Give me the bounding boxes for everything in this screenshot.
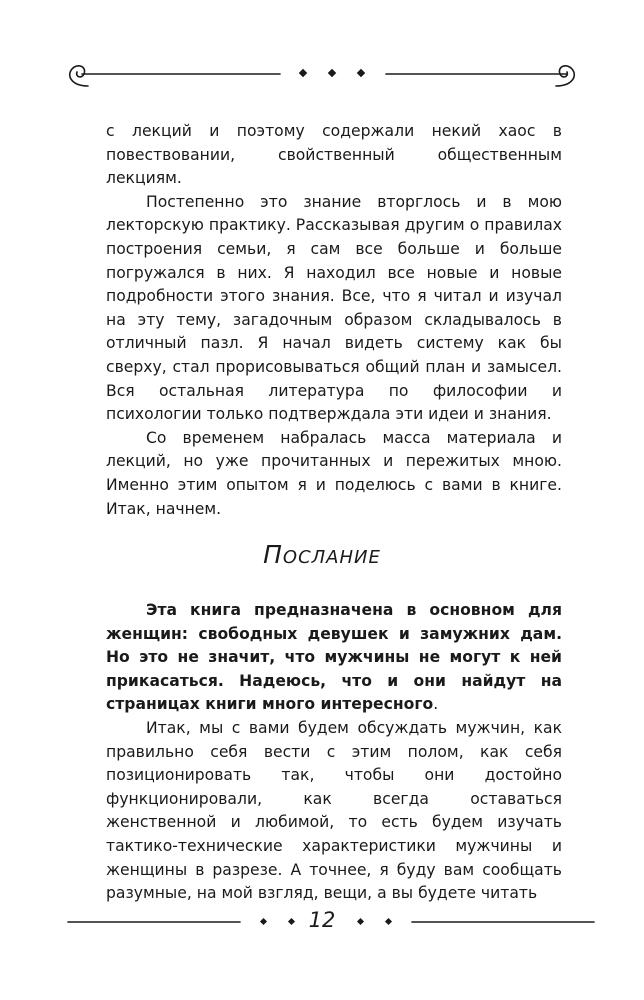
intro-end-punctuation: . (433, 695, 439, 714)
header-diamond-2 (328, 69, 336, 77)
right-scroll-flourish (556, 66, 574, 86)
body-text-top (106, 120, 562, 521)
chapter-title: Послание (263, 540, 381, 569)
intro-paragraph (106, 599, 562, 717)
header-ornament (0, 0, 644, 110)
paragraph: Со временем набралась масса материала и лекций, но уже прочитанных и пережитых мною. Именно этим опытом я и поделюсь с вами в книге. Итак, начнем. (106, 428, 562, 518)
paragraph: Постепенно это знание вторглось и в мою лекторскую практику. Рассказывая другим о правилах построения семьи, я сам все больше и больше погружался в них. Я находил все новые и новые подробности этого знания. Все, что я читал и изучал на эту тему, загадочным образом складывалось в отличный пазл. Я начал видеть систему как бы сверху, стал прорисовываться общий план и замысел. Вся остальная литература по философии и психологии только подтверждала эти идеи и знания. (106, 192, 562, 424)
body-text-bottom (106, 599, 562, 906)
page-number: 12 (308, 908, 336, 932)
left-scroll-flourish (70, 66, 88, 86)
header-diamond-1 (299, 69, 307, 77)
header-diamond-3 (357, 69, 365, 77)
intro-bold-text: Эта книга предназначена в основном для женщин: свободных девушек и замужних дам. Но это не значит, что мужчины не могут к ней прикасаться. Надеюсь, что и они найдут на страницах книги много интересного (106, 601, 562, 714)
paragraph-continuation: с лекций и поэтому содержали некий хаос в повествовании, свойственный общественным лекциям. (106, 122, 562, 188)
paragraph: Итак, мы с вами будем обсуждать мужчин, как правильно себя вести с этим полом, как себя позиционировать так, чтобы они достойно функционировали, как всегда оставаться женственной и любимой, то есть будем изучать тактико-технические характеристики мужчины и женщины в разрезе. А точнее, я буду вам сообщать разумные, на мой взгляд, вещи, а вы будете читать (106, 718, 562, 903)
